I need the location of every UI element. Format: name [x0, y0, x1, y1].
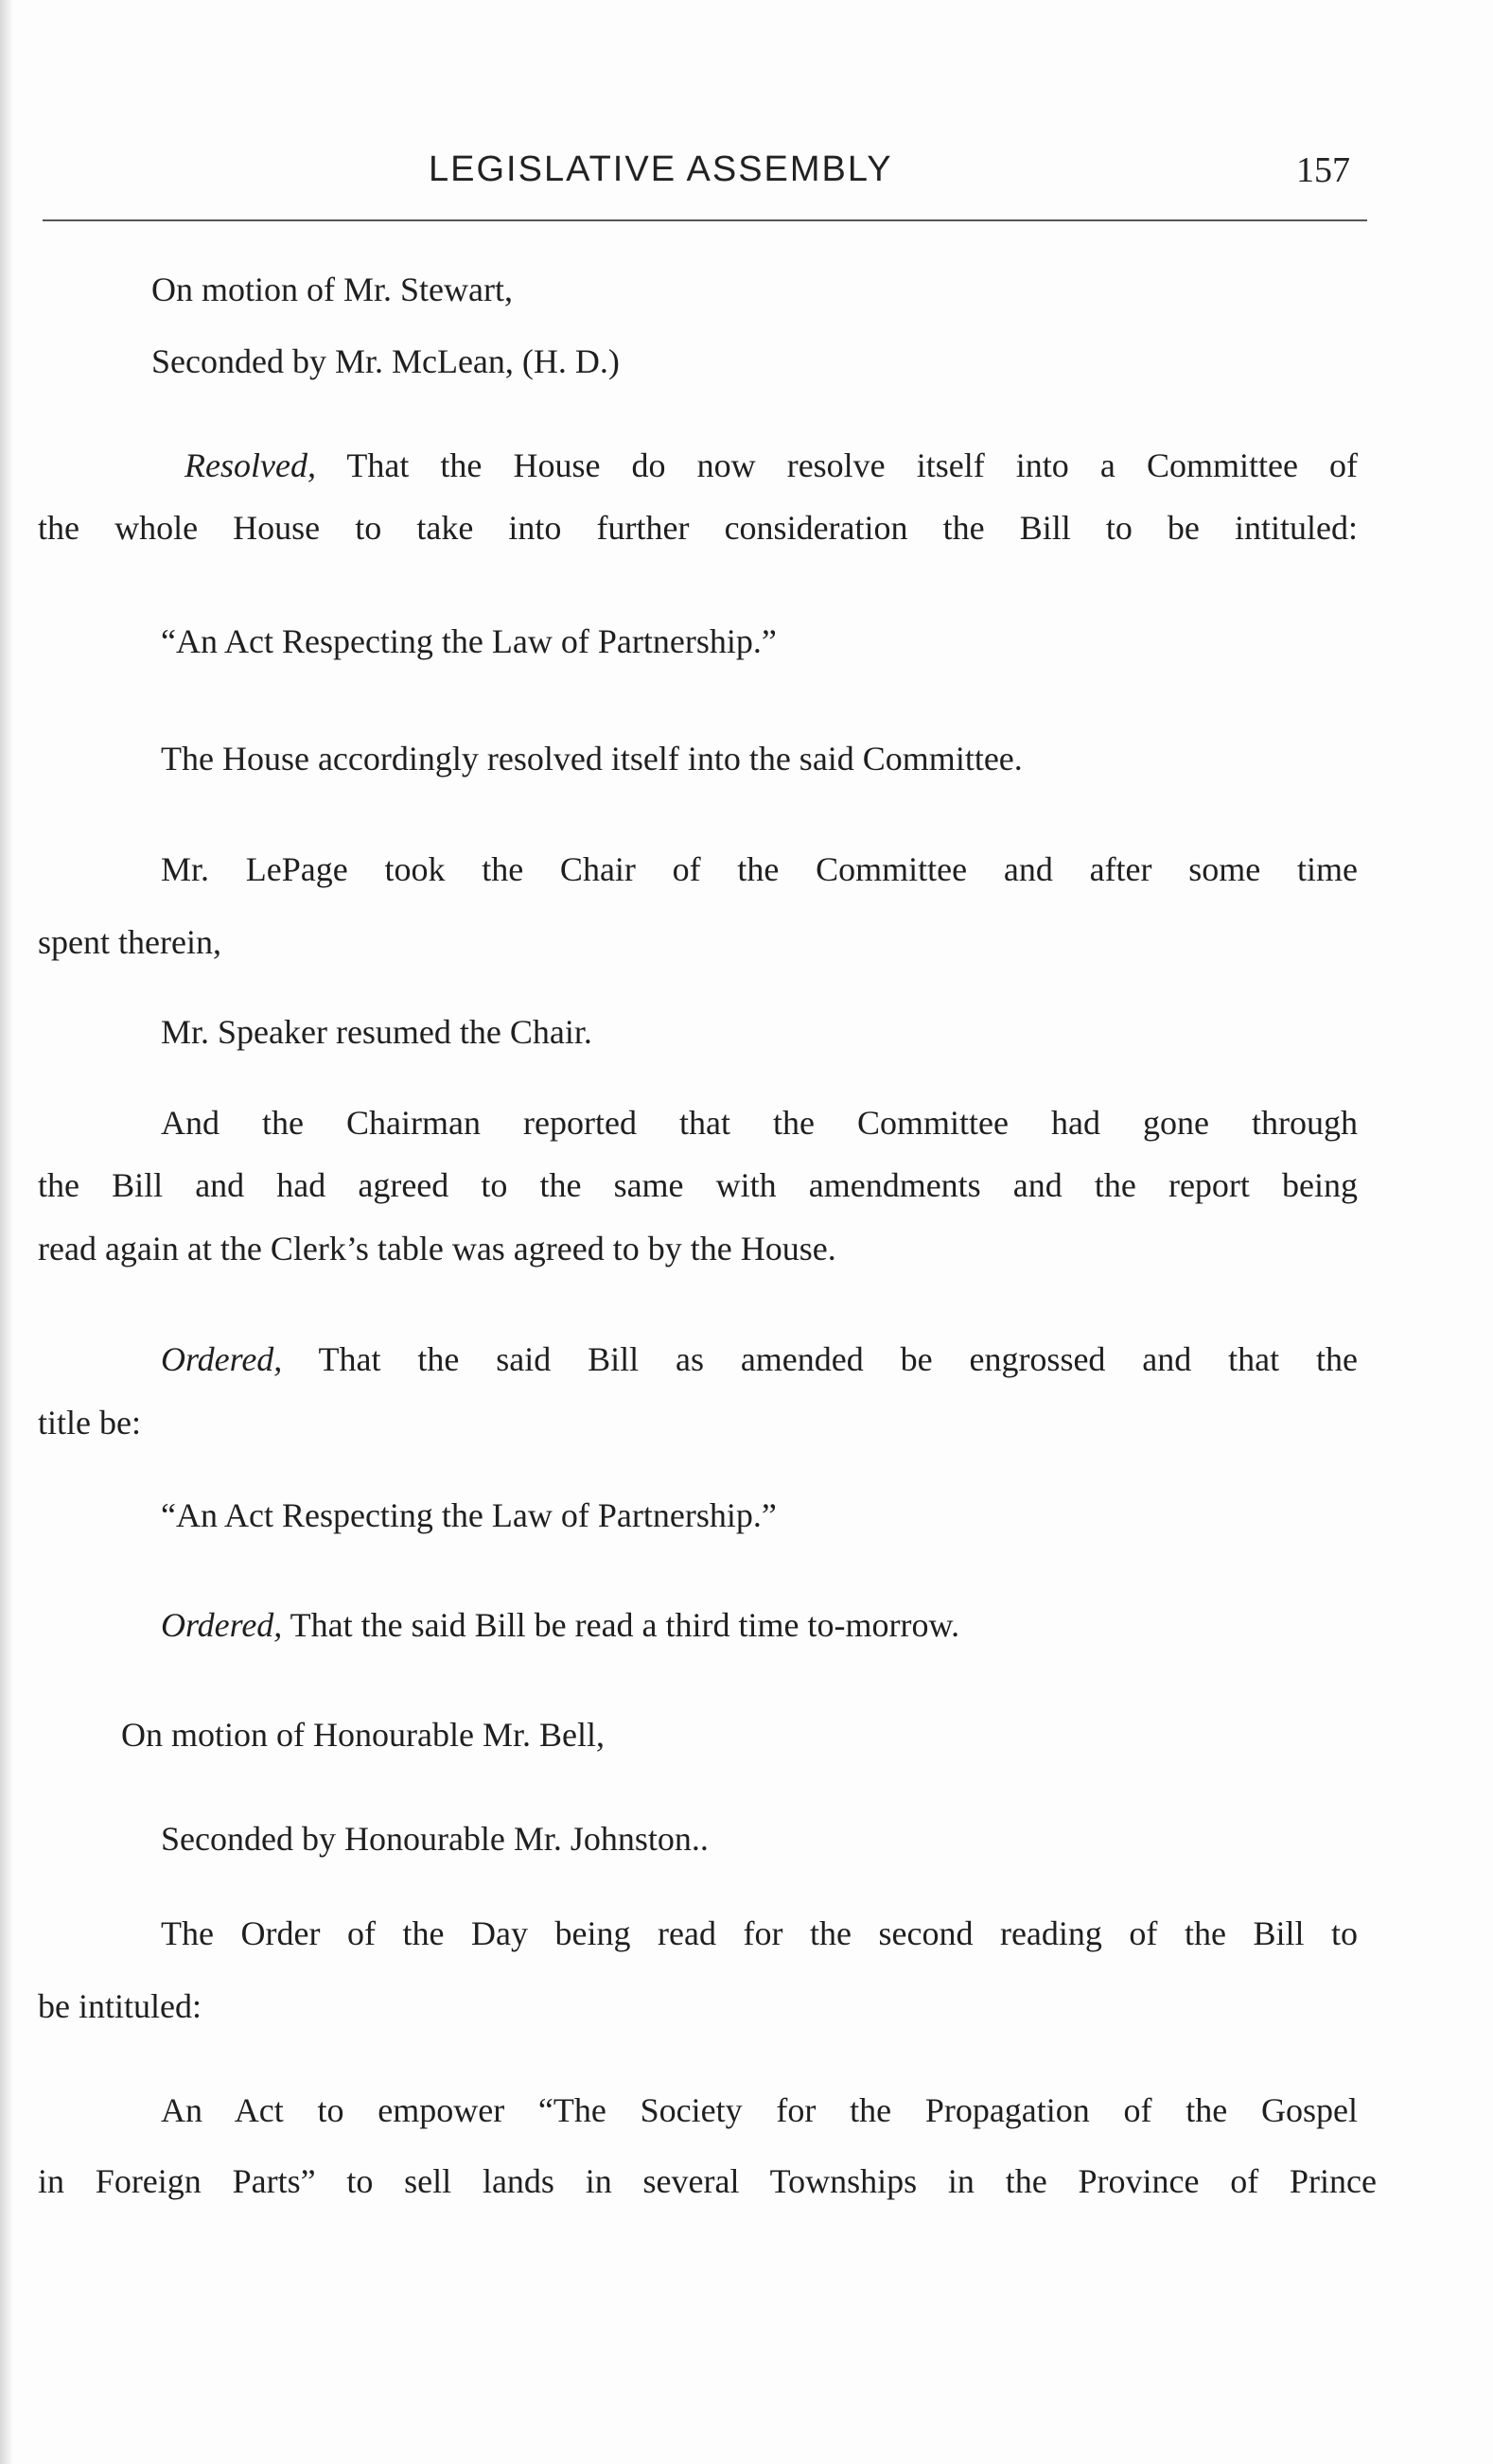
- ordered1-label: Ordered,: [161, 1340, 283, 1378]
- resolved-line-1: [184, 445, 1358, 486]
- resolved-line-2: the whole House to take into further consideration the Bill to be intituled:: [38, 509, 1358, 547]
- ordered1-text: That the said Bill as amended be engrossed and that the: [318, 1340, 1358, 1378]
- motion1-seconder: Seconded by Mr. McLean, (H. D.): [151, 342, 620, 380]
- report-line-2: the Bill and had agreed to the same with amendments and the report being: [38, 1166, 1358, 1204]
- page-edge-shadow: [0, 0, 13, 2464]
- resolved-text: That the House do now resolve itself into a Committee of: [346, 446, 1358, 484]
- chair-line-2: spent therein,: [38, 923, 221, 961]
- chair-line-1: Mr. LePage took the Chair of the Committee and after some time: [161, 850, 1358, 888]
- ordered2-line: [161, 1604, 959, 1646]
- motion2-seconder: Seconded by Honourable Mr. Johnston..: [161, 1820, 709, 1858]
- act-line-2: in Foreign Parts” to sell lands in several Townships in the Province of Prince: [38, 2162, 1377, 2200]
- ordered1-line-2: title be:: [38, 1404, 141, 1442]
- ordered1-line-1: [161, 1338, 1358, 1380]
- ordered2-label: Ordered,: [161, 1606, 283, 1644]
- order-day-line-1: The Order of the Day being read for the second reading of the Bill to: [161, 1914, 1358, 1952]
- order-day-line-2: be intituled:: [38, 1987, 202, 2025]
- page-number: 157: [1296, 150, 1350, 190]
- running-header-title: LEGISLATIVE ASSEMBLY: [429, 149, 893, 189]
- bill-title-2: “An Act Respecting the Law of Partnership.”: [161, 1496, 777, 1534]
- speaker-resumed: Mr. Speaker resumed the Chair.: [161, 1013, 592, 1051]
- ordered2-text: That the said Bill be read a third time to-morrow.: [290, 1606, 960, 1644]
- motion1-mover: On motion of Mr. Stewart,: [151, 271, 513, 308]
- report-line-1: And the Chairman reported that the Committee had gone through: [161, 1104, 1358, 1142]
- resolved-label: Resolved,: [184, 446, 316, 484]
- motion2-mover: On motion of Honourable Mr. Bell,: [121, 1716, 605, 1754]
- report-line-3: read again at the Clerk’s table was agreed to by the House.: [38, 1230, 836, 1267]
- act-line-1: An Act to empower “The Society for the Propagation of the Gospel: [161, 2091, 1358, 2129]
- bill-title-1: “An Act Respecting the Law of Partnership.”: [161, 622, 777, 660]
- header-divider: [43, 219, 1367, 221]
- committee-resolved: The House accordingly resolved itself into the said Committee.: [161, 740, 1023, 778]
